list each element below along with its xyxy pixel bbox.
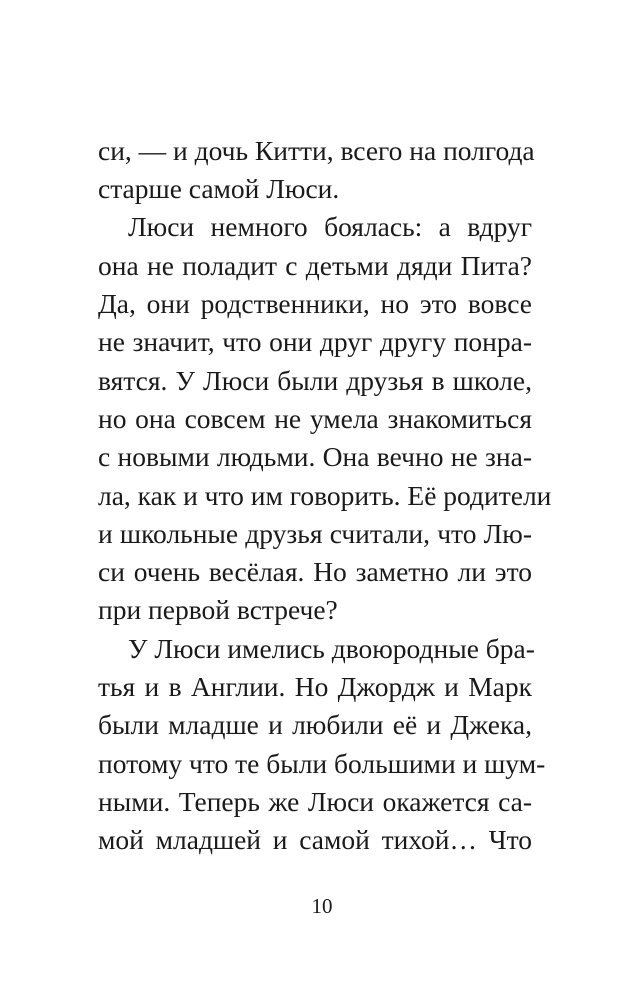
text-line: с новыми людьми. Она вечно не зна- — [98, 441, 532, 472]
text-line: тья и в Англии. Но Джордж и Марк — [98, 671, 532, 702]
text-line: не значит, что они друг другу понра- — [98, 326, 532, 357]
text-line: ными. Теперь же Люси окажется са- — [98, 786, 532, 817]
text-line: потому что те были большими и шум- — [98, 748, 546, 779]
text-line: си очень весёлая. Но заметно ли это — [98, 556, 532, 587]
text-line: но она совсем не умела знакомиться — [98, 403, 532, 434]
text-line: вятся. У Люси были друзья в школе, — [98, 365, 532, 396]
page-number: 10 — [311, 894, 333, 918]
text-line: старше самой Люси. — [98, 173, 340, 204]
text-line: и школьные друзья считали, что Лю- — [98, 518, 532, 549]
text-line: Да, они родственники, но это вовсе — [98, 288, 532, 319]
text-line: Люси немного боялась: а вдруг — [128, 211, 532, 242]
text-line: мой младшей и самой тихой… Что — [98, 824, 532, 855]
text-line: ла, как и что им говорить. Её родители — [98, 480, 552, 511]
text-line: были младше и любили её и Джека, — [98, 709, 532, 740]
text-line: У Люси имелись двоюродные бра- — [128, 633, 535, 664]
text-line: при первой встрече? — [98, 594, 338, 625]
text-line: она не поладит с детьми дяди Пита? — [98, 250, 532, 281]
text-line: си, — и дочь Китти, всего на полгода — [98, 135, 535, 166]
